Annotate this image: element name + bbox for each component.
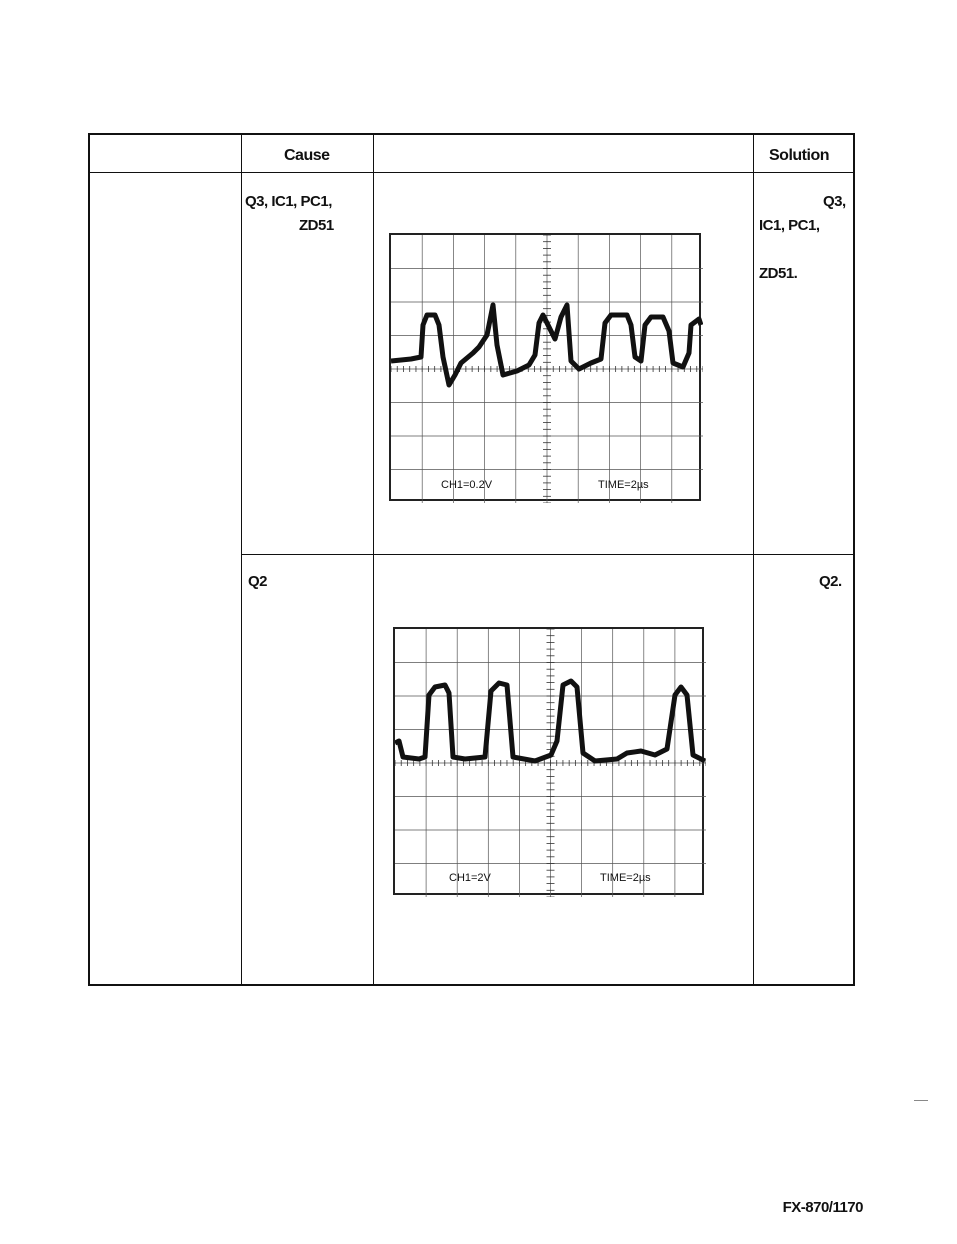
row1-solution-line2: IC1, PC1, [759,217,820,234]
column-divider [753,135,754,984]
column-divider [241,135,242,984]
oscilloscope-waveform-2 [393,627,704,895]
waveform-trace [391,305,701,385]
oscilloscope-waveform-1 [389,233,701,501]
row1-solution-line3: ZD51. [759,265,798,282]
row1-cause-line1: Q3, IC1, PC1, [245,193,332,210]
margin-mark [914,1100,928,1101]
waveform2-ch-label: CH1=2V [449,872,491,884]
waveform2-time-label: TIME=2µs [600,872,651,884]
header-divider [90,172,853,173]
row1-cause-line2: ZD51 [299,217,334,234]
waveform1-ch-label: CH1=0.2V [441,479,493,491]
row2-solution: Q2. [819,573,842,590]
header-solution: Solution [769,147,829,164]
footer-model: FX-870/1170 [782,1199,863,1216]
graticule [391,235,703,503]
row1-solution-line1: Q3, [823,193,846,210]
header-cause: Cause [284,147,330,164]
waveform-1-graphic [391,235,703,503]
row2-cause: Q2 [248,573,268,590]
column-divider [373,135,374,984]
row-divider [241,554,853,555]
waveform1-time-label: TIME=2µs [598,479,649,491]
graticule [395,629,706,897]
waveform-2-graphic [395,629,706,897]
waveform-trace [395,681,705,761]
